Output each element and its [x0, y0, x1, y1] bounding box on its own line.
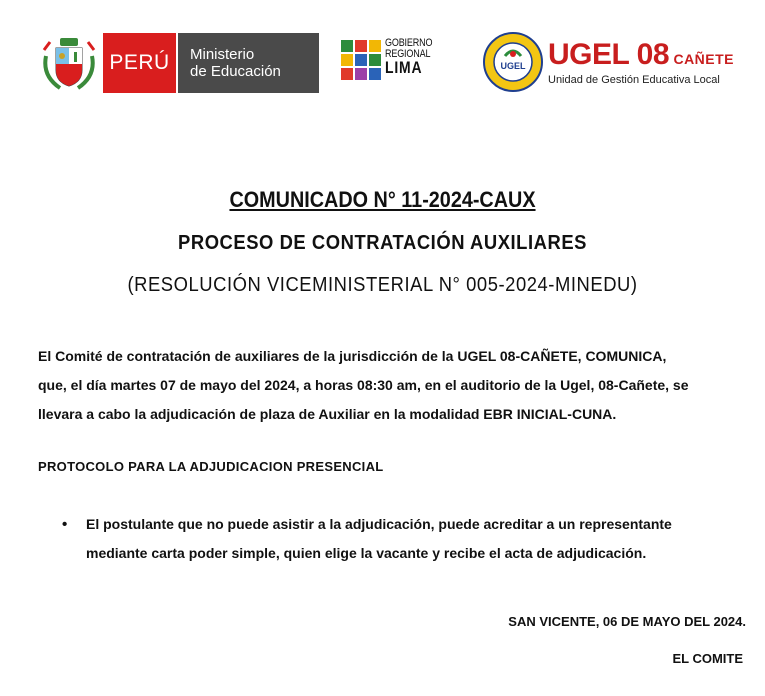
ugel-title: [548, 38, 734, 72]
bullet-line: mediante carta poder simple, quien elige la vacante y recibe el acta de adjudicación.: [86, 545, 647, 561]
gore-lima-logo-icon: [341, 40, 381, 80]
signature-block: EL COMITE: [672, 651, 743, 666]
protocol-heading: PROTOCOLO PARA LA ADJUDICACION PRESENCIAL: [38, 459, 384, 474]
ugel-subtitle: Unidad de Gestión Educativa Local: [548, 74, 720, 86]
ugel-place: CAÑETE: [673, 51, 735, 67]
peru-badge: [103, 33, 176, 93]
peru-label: PERÚ: [109, 51, 170, 74]
gore-lima-wordmark: [385, 38, 442, 76]
bullet-icon: •: [62, 516, 68, 533]
ministry-badge: [178, 33, 319, 93]
document-title: COMUNICADO N° 11-2024-CAUX: [229, 187, 536, 212]
paragraph-line: llevara a cabo la adjudicación de plaza de Auxiliar en la modalidad EBR INICIAL-CUNA.: [38, 406, 617, 422]
ugel-name: UGEL 08: [548, 38, 669, 71]
ministry-line1: Ministerio: [190, 46, 255, 63]
announcement-paragraph: [38, 342, 738, 429]
gore-line3: LIMA: [385, 58, 423, 77]
gore-line1: GOBIERNO: [385, 37, 433, 49]
ugel-seal-icon: [483, 32, 543, 92]
peru-coat-of-arms-icon: [40, 36, 98, 92]
place-date: SAN VICENTE, 06 DE MAYO DEL 2024.: [508, 614, 746, 629]
protocol-item-text: [86, 510, 736, 568]
ministry-line2: de Educación: [190, 63, 281, 80]
paragraph-line: El Comité de contratación de auxiliares de la jurisdicción de la UGEL 08-CAÑETE, COMUNICA,: [38, 348, 667, 364]
letterhead: [0, 30, 765, 96]
document-subtitle-process: PROCESO DE CONTRATACIÓN AUXILIARES: [178, 232, 587, 254]
bullet-line: El postulante que no puede asistir a la adjudicación, puede acreditar a un representante: [86, 516, 672, 532]
document-subtitle-resolution: (RESOLUCIÓN VICEMINISTERIAL N° 005-2024-MINEDU): [127, 274, 638, 296]
ugel-seal-text: UGEL: [500, 61, 526, 71]
gore-line2: REGIONAL: [385, 48, 431, 60]
paragraph-line: que, el día martes 07 de mayo del 2024, a horas 08:30 am, en el auditorio de la Ugel, 08-Cañete, se: [38, 377, 689, 393]
